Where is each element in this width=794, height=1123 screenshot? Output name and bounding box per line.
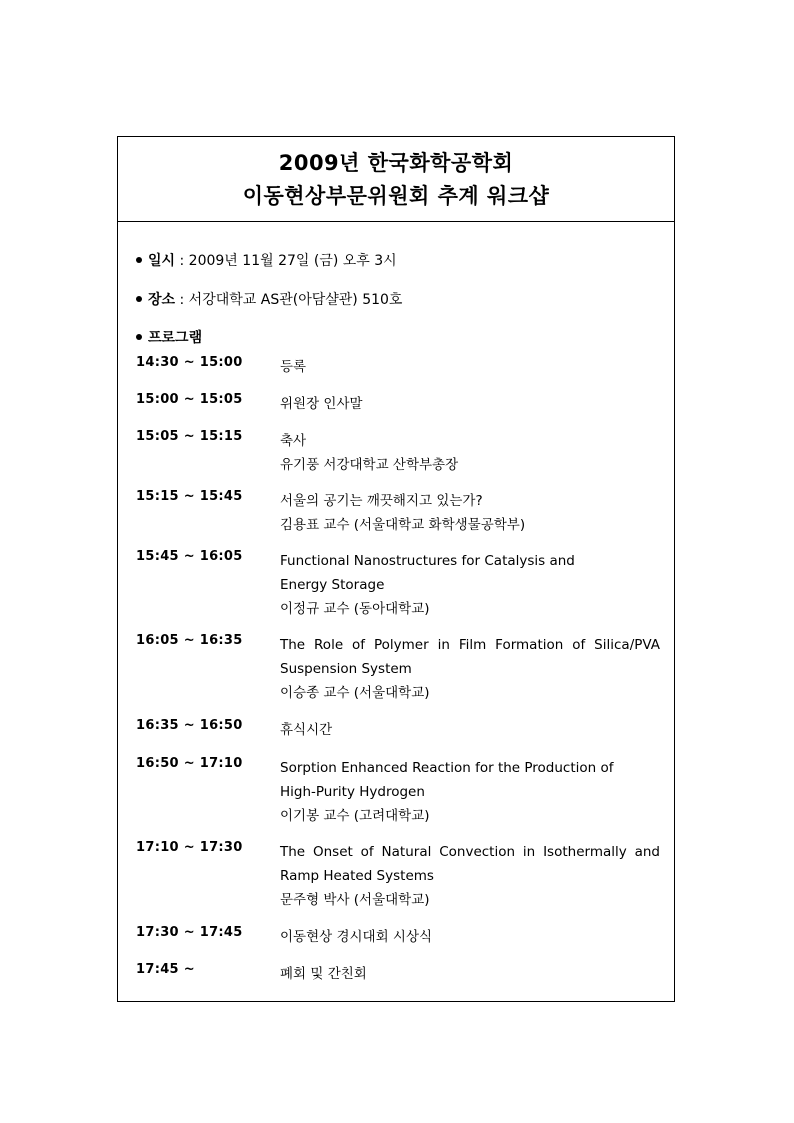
- place-value: : 서강대학교 AS관(아담샬관) 510호: [179, 292, 403, 308]
- program-time: 16:05 ~ 16:35: [136, 633, 243, 648]
- program-description-line: 폐회 및 간친회: [280, 966, 367, 982]
- date-label: 일시: [148, 253, 176, 269]
- program-description-line: 휴식시간: [280, 722, 333, 738]
- program-description-line: 이기봉 교수 (고려대학교): [280, 808, 430, 824]
- bullet-icon: [136, 257, 142, 263]
- bullet-icon: [136, 334, 142, 340]
- program-time: 16:50 ~ 17:10: [136, 756, 243, 771]
- program-description-line: Ramp Heated Systems: [280, 868, 434, 884]
- program-description: [280, 429, 660, 477]
- program-description-line: 위원장 인사말: [280, 396, 363, 412]
- program-description-line: 등록: [280, 359, 307, 375]
- program-time: 17:10 ~ 17:30: [136, 840, 243, 855]
- bullet-icon: [136, 296, 142, 302]
- program-description-line: 유기풍 서강대학교 산학부총장: [280, 457, 459, 473]
- program-description: [280, 925, 660, 949]
- program-description: [280, 549, 660, 621]
- program-description-line: 김용표 교수 (서울대학교 화학생물공학부): [280, 517, 526, 533]
- program-description: [280, 489, 660, 537]
- program-label: 프로그램: [148, 330, 203, 346]
- program-description-line: 축사: [280, 433, 307, 449]
- program-time: 17:45 ~: [136, 962, 195, 977]
- program-description-line: 이정규 교수 (동아대학교): [280, 601, 430, 617]
- title-line-2: 이동현상부문위원회 추계 워크샵: [242, 184, 550, 208]
- program-heading: [136, 327, 202, 347]
- program-time: 17:30 ~ 17:45: [136, 925, 243, 940]
- program-description: [280, 840, 660, 912]
- program-description-line: Functional Nanostructures for Catalysis and: [280, 553, 575, 569]
- program-description: [280, 962, 660, 986]
- program-description: [280, 392, 660, 416]
- program-description-line: High-Purity Hydrogen: [280, 784, 425, 800]
- program-description: [280, 718, 660, 742]
- program-description: [280, 756, 660, 828]
- program-description-line: 이동현상 경시대회 시상식: [280, 929, 433, 945]
- program-description-line: Energy Storage: [280, 577, 385, 593]
- title-line-1: 2009년 한국화학공학회: [278, 151, 514, 175]
- program-description: [280, 633, 660, 705]
- program-description-line: Suspension System: [280, 661, 412, 677]
- program-time: 14:30 ~ 15:00: [136, 355, 243, 370]
- program-description-line: The Onset of Natural Convection in Isothermally and: [280, 844, 660, 860]
- title-box: [118, 137, 674, 222]
- program-description-line: The Role of Polymer in Film Formation of Silica/PVA: [280, 637, 660, 653]
- program-time: 15:15 ~ 15:45: [136, 489, 243, 504]
- date-info: [136, 250, 397, 270]
- program-time: 15:05 ~ 15:15: [136, 429, 243, 444]
- program-time: 15:45 ~ 16:05: [136, 549, 243, 564]
- program-description-line: 문주형 박사 (서울대학교): [280, 892, 430, 908]
- program-frame: [117, 136, 675, 1002]
- place-label: 장소: [148, 292, 176, 308]
- program-description-line: 이승종 교수 (서울대학교): [280, 685, 430, 701]
- program-description: [280, 355, 660, 379]
- place-info: [136, 289, 402, 309]
- program-time: 16:35 ~ 16:50: [136, 718, 243, 733]
- program-description-line: Sorption Enhanced Reaction for the Production of: [280, 760, 614, 776]
- program-time: 15:00 ~ 15:05: [136, 392, 243, 407]
- date-value: : 2009년 11월 27일 (금) 오후 3시: [179, 253, 397, 269]
- program-description-line: 서울의 공기는 깨끗해지고 있는가?: [280, 493, 483, 509]
